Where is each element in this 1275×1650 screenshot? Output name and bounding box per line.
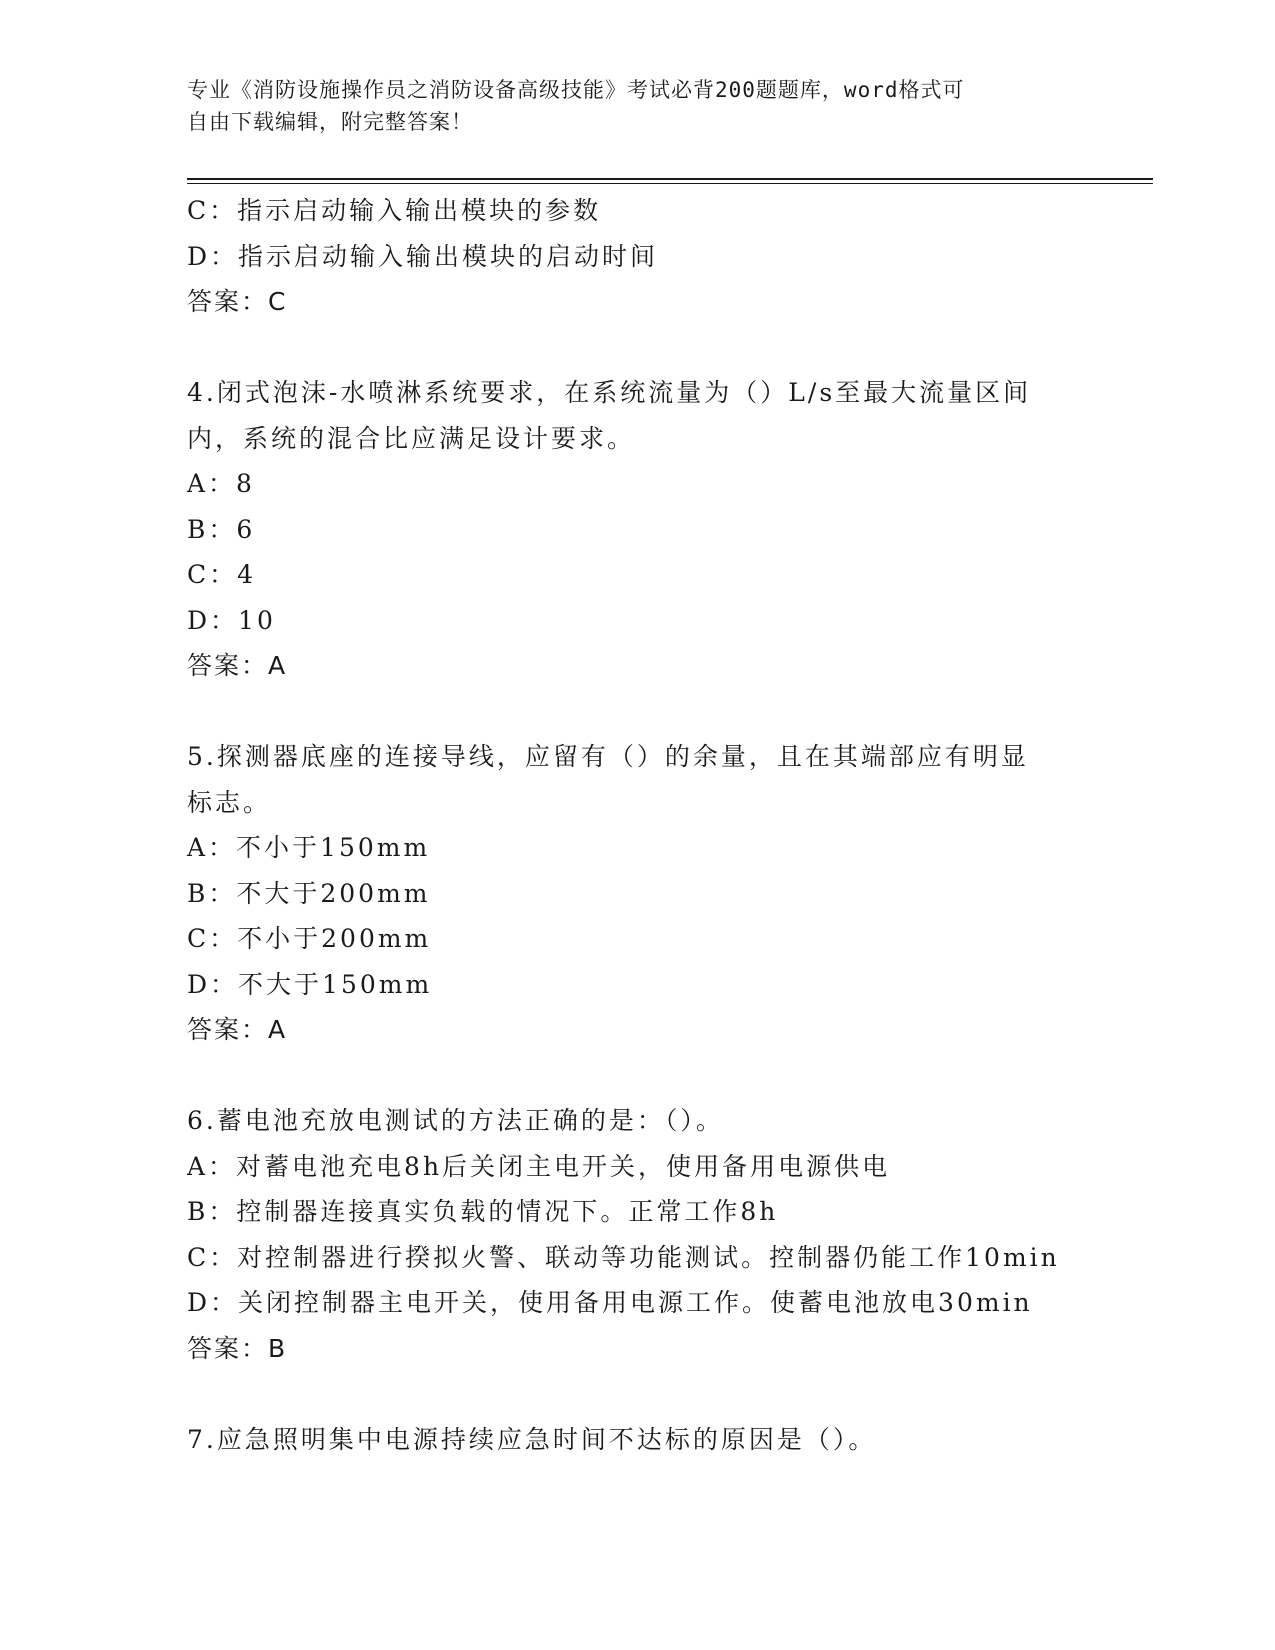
answer-line: 答案：B xyxy=(187,1333,288,1363)
option-d: D：指示启动输入输出模块的启动时间 xyxy=(187,241,659,271)
option-b: B：不大于200mm xyxy=(187,878,431,908)
question-stem: 4.闭式泡沫-水喷淋系统要求，在系统流量为（）L/s至最大流量区间 xyxy=(187,378,1032,407)
question-4 xyxy=(187,370,1087,689)
answer-line: 答案：A xyxy=(187,1015,288,1044)
question-stem-continued: 内，系统的混合比应满足设计要求。 xyxy=(187,423,636,453)
spacer xyxy=(187,689,1087,735)
question-stem: 7.应急照明集中电源持续应急时间不达标的原因是（）。 xyxy=(187,1424,877,1454)
spacer xyxy=(187,325,1087,371)
option-a: A：不小于150mm xyxy=(187,833,431,862)
option-c: C：不小于200mm xyxy=(187,924,432,953)
option-a: A：对蓄电池充电8h后关闭主电开关，使用备用电源供电 xyxy=(187,1151,891,1181)
option-d: D：不大于150mm xyxy=(187,969,433,999)
answer-line: 答案：C xyxy=(187,287,288,316)
question-7 xyxy=(187,1417,1087,1463)
question-6 xyxy=(187,1098,1087,1371)
option-c: C：4 xyxy=(187,560,257,589)
question-5 xyxy=(187,734,1087,1053)
question-stem-continued: 标志。 xyxy=(187,787,272,817)
question-stem: 5.探测器底座的连接导线，应留有（）的余量，且在其端部应有明显 xyxy=(187,742,1029,771)
question-stem: 6.蓄电池充放电测试的方法正确的是：（）。 xyxy=(187,1106,724,1135)
option-a: A：8 xyxy=(187,469,255,498)
header-line-1: 专业《消防设施操作员之消防设备高级技能》考试必背200题题库，word格式可 xyxy=(187,78,965,102)
option-d: D：关闭控制器主电开关，使用备用电源工作。使蓄电池放电30min xyxy=(187,1288,1033,1317)
document-header xyxy=(187,74,1067,138)
header-line-2: 自由下载编辑，附完整答案！ xyxy=(187,110,473,134)
header-rule-thick xyxy=(187,178,1153,180)
header-rule-thin xyxy=(187,183,1153,184)
option-b: B：6 xyxy=(187,514,256,544)
option-b: B：控制器连接真实负载的情况下。正常工作8h xyxy=(187,1197,779,1226)
answer-line: 答案：A xyxy=(187,651,288,680)
spacer xyxy=(187,1371,1087,1417)
spacer xyxy=(187,1053,1087,1099)
option-d: D：10 xyxy=(187,605,276,635)
question-3-tail xyxy=(187,188,1087,325)
question-list xyxy=(187,188,1087,1462)
option-c: C：对控制器进行揆拟火警、联动等功能测试。控制器仍能工作10min xyxy=(187,1242,1060,1272)
option-c: C：指示启动输入输出模块的参数 xyxy=(187,196,602,225)
